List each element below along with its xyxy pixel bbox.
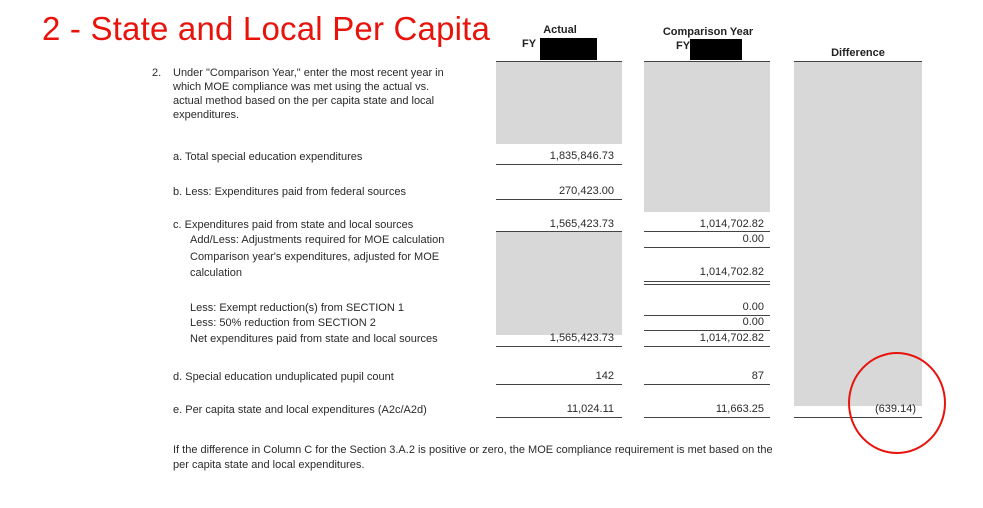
comparison-column-shade-top [644,62,770,212]
row-a-actual-rule [496,164,622,165]
actual-fy-redaction [540,38,597,60]
footnote-line-1: If the difference in Column C for the Section 3.A.2 is positive or zero, the MOE compliance requirement is met based on the [173,444,773,456]
section-intro-line-4: expenditures. [173,109,240,121]
row-a-label: a. Total special education expenditures [173,151,363,163]
difference-column-label: Difference [831,47,885,59]
row-e-label: e. Per capita state and local expenditures (A2c/A2d) [173,404,427,416]
row-d-comparison-rule [644,384,770,385]
row-c-adjustments-label: Add/Less: Adjustments required for MOE calculation [190,234,445,246]
difference-header-rule [794,61,922,62]
row-c-comparison-adjusted-rule [644,281,770,282]
footnote-line-2: per capita state and local expenditures. [173,459,365,471]
actual-column-shade-top [496,62,622,144]
row-e-comparison-rule [644,417,770,418]
row-c-net-comparison-rule [644,346,770,347]
actual-column-label: Actual [543,24,577,36]
row-c-net-comparison: 1,014,702.82 [699,332,764,344]
row-d-label: d. Special education unduplicated pupil count [173,371,394,383]
row-b-actual: 270,423.00 [558,185,614,197]
row-b-label: b. Less: Expenditures paid from federal sources [173,186,406,198]
row-c-comparison: 1,014,702.82 [699,218,764,230]
row-e-actual: 11,024.11 [566,403,614,415]
row-a-actual: 1,835,846.73 [549,150,614,162]
row-c-comparison-adjusted-label-2: calculation [190,267,242,279]
actual-header-rule [496,61,622,62]
comparison-fy-label: FY [676,40,691,52]
row-c-net-actual: 1,565,423.73 [549,332,614,344]
row-c-comparison-adjusted-label-1: Comparison year's expenditures, adjusted for MOE [190,251,440,263]
row-e-comparison: 11,663.25 [715,403,764,415]
row-c-exempt-comparison: 0.00 [742,301,764,313]
row-d-actual: 142 [595,370,614,382]
comparison-fy-redaction [690,39,742,60]
row-c-comparison-adjusted-value: 1,014,702.82 [699,266,764,278]
row-d-comparison: 87 [751,370,764,382]
section-intro-line-1: Under "Comparison Year," enter the most recent year in [173,67,444,79]
comparison-header-rule [644,61,770,62]
difference-highlight-circle [848,352,946,454]
section-number: 2. [152,67,162,79]
row-c-actual: 1,565,423.73 [549,218,614,230]
actual-fy-label: FY [522,38,537,50]
row-c-net-actual-rule [496,346,622,347]
actual-column-shade-mid [496,232,622,335]
comparison-column-label: Comparison Year [662,26,754,38]
row-c-actual-rule [496,231,622,232]
row-c-comparison-rule [644,231,770,232]
row-c-exempt-label: Less: Exempt reduction(s) from SECTION 1 [190,302,404,314]
row-c-label: c. Expenditures paid from state and local sources [173,219,414,231]
row-c-net-label: Net expenditures paid from state and local sources [190,333,438,345]
section-intro-line-2: which MOE compliance was met using the actual vs. [173,81,430,93]
row-c-comparison-adjusted-rule-2 [644,284,770,285]
page-title: 2 - State and Local Per Capita [42,10,491,47]
row-c-adjustments-rule [644,247,770,248]
row-e-difference: (639.14) [875,403,916,415]
row-c-fifty-percent-rule [644,330,770,331]
row-c-adjustments-comparison: 0.00 [742,233,764,245]
row-c-fifty-percent-comparison: 0.00 [742,316,764,328]
section-intro-line-3: actual method based on the per capita state and local [173,95,435,107]
row-e-actual-rule [496,417,622,418]
row-b-actual-rule [496,199,622,200]
row-c-fifty-percent-label: Less: 50% reduction from SECTION 2 [190,317,376,329]
row-d-actual-rule [496,384,622,385]
